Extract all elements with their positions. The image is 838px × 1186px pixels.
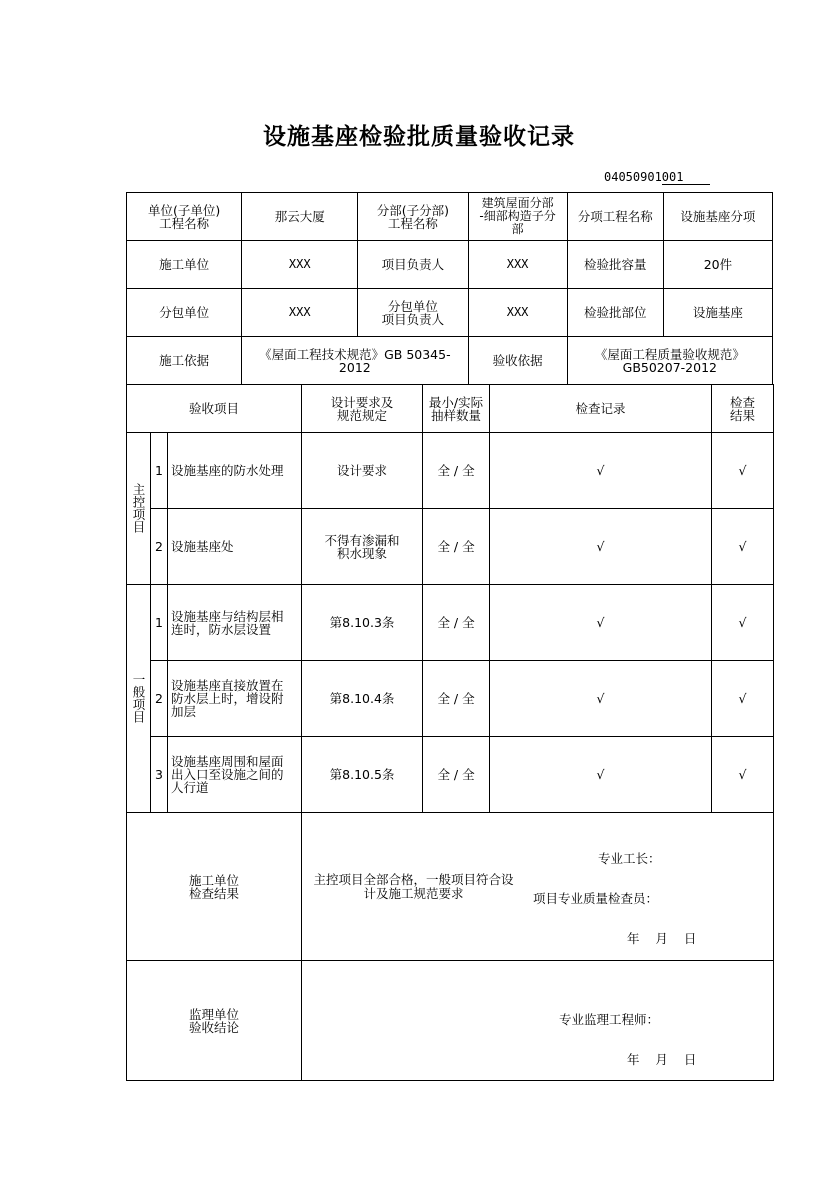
item-name: 设施基座处	[168, 509, 302, 585]
table-row	[127, 737, 774, 813]
subitem-value: 设施基座分项	[663, 193, 772, 241]
contractor-conclusion: 主控项目全部合格，一般项目符合设 计及施工规范要求	[313, 871, 514, 901]
table-row	[127, 433, 774, 509]
foreman-label: 专业工长：	[598, 850, 661, 866]
subcontractor-label: 分包单位	[127, 289, 242, 337]
header-item: 验收项目	[127, 385, 302, 433]
info-table	[126, 192, 773, 385]
basis-value: 《屋面工程技术规范》GB 50345- 2012	[242, 337, 468, 385]
row-number: 1	[151, 433, 168, 509]
item-name: 设施基座与结构层相 连时，防水层设置	[168, 585, 302, 661]
design-requirement: 不得有渗漏和 积水现象	[302, 509, 423, 585]
page-title: 设施基座检验批质量验收记录	[263, 124, 575, 150]
form-code-prefix: 04050901	[604, 170, 662, 184]
check-record: √	[490, 661, 712, 737]
item-name: 设施基座周围和屋面 出入口至设施之间的 人行道	[168, 737, 302, 813]
form-code-suffix: 001	[662, 171, 710, 185]
row-number: 1	[151, 585, 168, 661]
sample-count: 全 / 全	[423, 509, 490, 585]
check-result: √	[712, 585, 774, 661]
sub-pm-value: XXX	[468, 289, 567, 337]
sample-count: 全 / 全	[423, 433, 490, 509]
table-row	[127, 509, 774, 585]
contractor-label: 施工单位	[127, 241, 242, 289]
subitem-label: 分项工程名称	[567, 193, 663, 241]
location-value: 设施基座	[663, 289, 772, 337]
table-row	[127, 585, 774, 661]
design-requirement: 第8.10.4条	[302, 661, 423, 737]
header-design: 设计要求及 规范规定	[302, 385, 423, 433]
check-result: √	[712, 661, 774, 737]
row-number: 3	[151, 737, 168, 813]
sample-count: 全 / 全	[423, 661, 490, 737]
unit-value: 那云大厦	[242, 193, 358, 241]
header-record: 检查记录	[490, 385, 712, 433]
contractor-date: 年 月 日	[627, 930, 697, 946]
table-row	[127, 661, 774, 737]
check-result: √	[712, 737, 774, 813]
basis-label: 施工依据	[127, 337, 242, 385]
supervisor-label: 监理单位 验收结论	[127, 961, 302, 1081]
division-label: 分部(子分部) 工程名称	[358, 193, 468, 241]
quality-inspector-label: 项目专业质量检查员：	[533, 890, 659, 906]
design-requirement: 第8.10.3条	[302, 585, 423, 661]
header-result: 检查 结果	[712, 385, 774, 433]
check-record: √	[490, 509, 712, 585]
sample-count: 全 / 全	[423, 585, 490, 661]
supervision-engineer-label: 专业监理工程师：	[559, 1011, 660, 1027]
location-label: 检验批部位	[567, 289, 663, 337]
pm-label: 项目负责人	[358, 241, 468, 289]
supervisor-date: 年 月 日	[627, 1051, 697, 1067]
contractor-value: XXX	[242, 241, 358, 289]
row-number: 2	[151, 661, 168, 737]
subcontractor-value: XXX	[242, 289, 358, 337]
accept-basis-value: 《屋面工程质量验收规范》 GB50207-2012	[567, 337, 772, 385]
check-record: √	[490, 585, 712, 661]
contractor-check-content	[302, 813, 774, 961]
accept-basis-label: 验收依据	[468, 337, 567, 385]
unit-label: 单位(子单位) 工程名称	[127, 193, 242, 241]
item-name: 设施基座的防水处理	[168, 433, 302, 509]
general-group-label: 一般项目	[127, 585, 151, 813]
design-requirement: 第8.10.5条	[302, 737, 423, 813]
division-value: 建筑屋面分部 -细部构造子分 部	[468, 193, 567, 241]
check-record: √	[490, 433, 712, 509]
check-result: √	[712, 509, 774, 585]
check-result: √	[712, 433, 774, 509]
contractor-check-label: 施工单位 检查结果	[127, 813, 302, 961]
row-number: 2	[151, 509, 168, 585]
capacity-value: 20件	[663, 241, 772, 289]
design-requirement: 设计要求	[302, 433, 423, 509]
capacity-label: 检验批容量	[567, 241, 663, 289]
item-name: 设施基座直接放置在 防水层上时，增设附 加层	[168, 661, 302, 737]
main-group-label: 主控项目	[127, 433, 151, 585]
header-sample: 最小/实际 抽样数量	[423, 385, 490, 433]
pm-value: XXX	[468, 241, 567, 289]
sub-pm-label: 分包单位 项目负责人	[358, 289, 468, 337]
supervisor-content	[302, 961, 774, 1081]
inspection-table	[126, 384, 774, 1081]
check-record: √	[490, 737, 712, 813]
sample-count: 全 / 全	[423, 737, 490, 813]
form-code	[604, 170, 710, 185]
